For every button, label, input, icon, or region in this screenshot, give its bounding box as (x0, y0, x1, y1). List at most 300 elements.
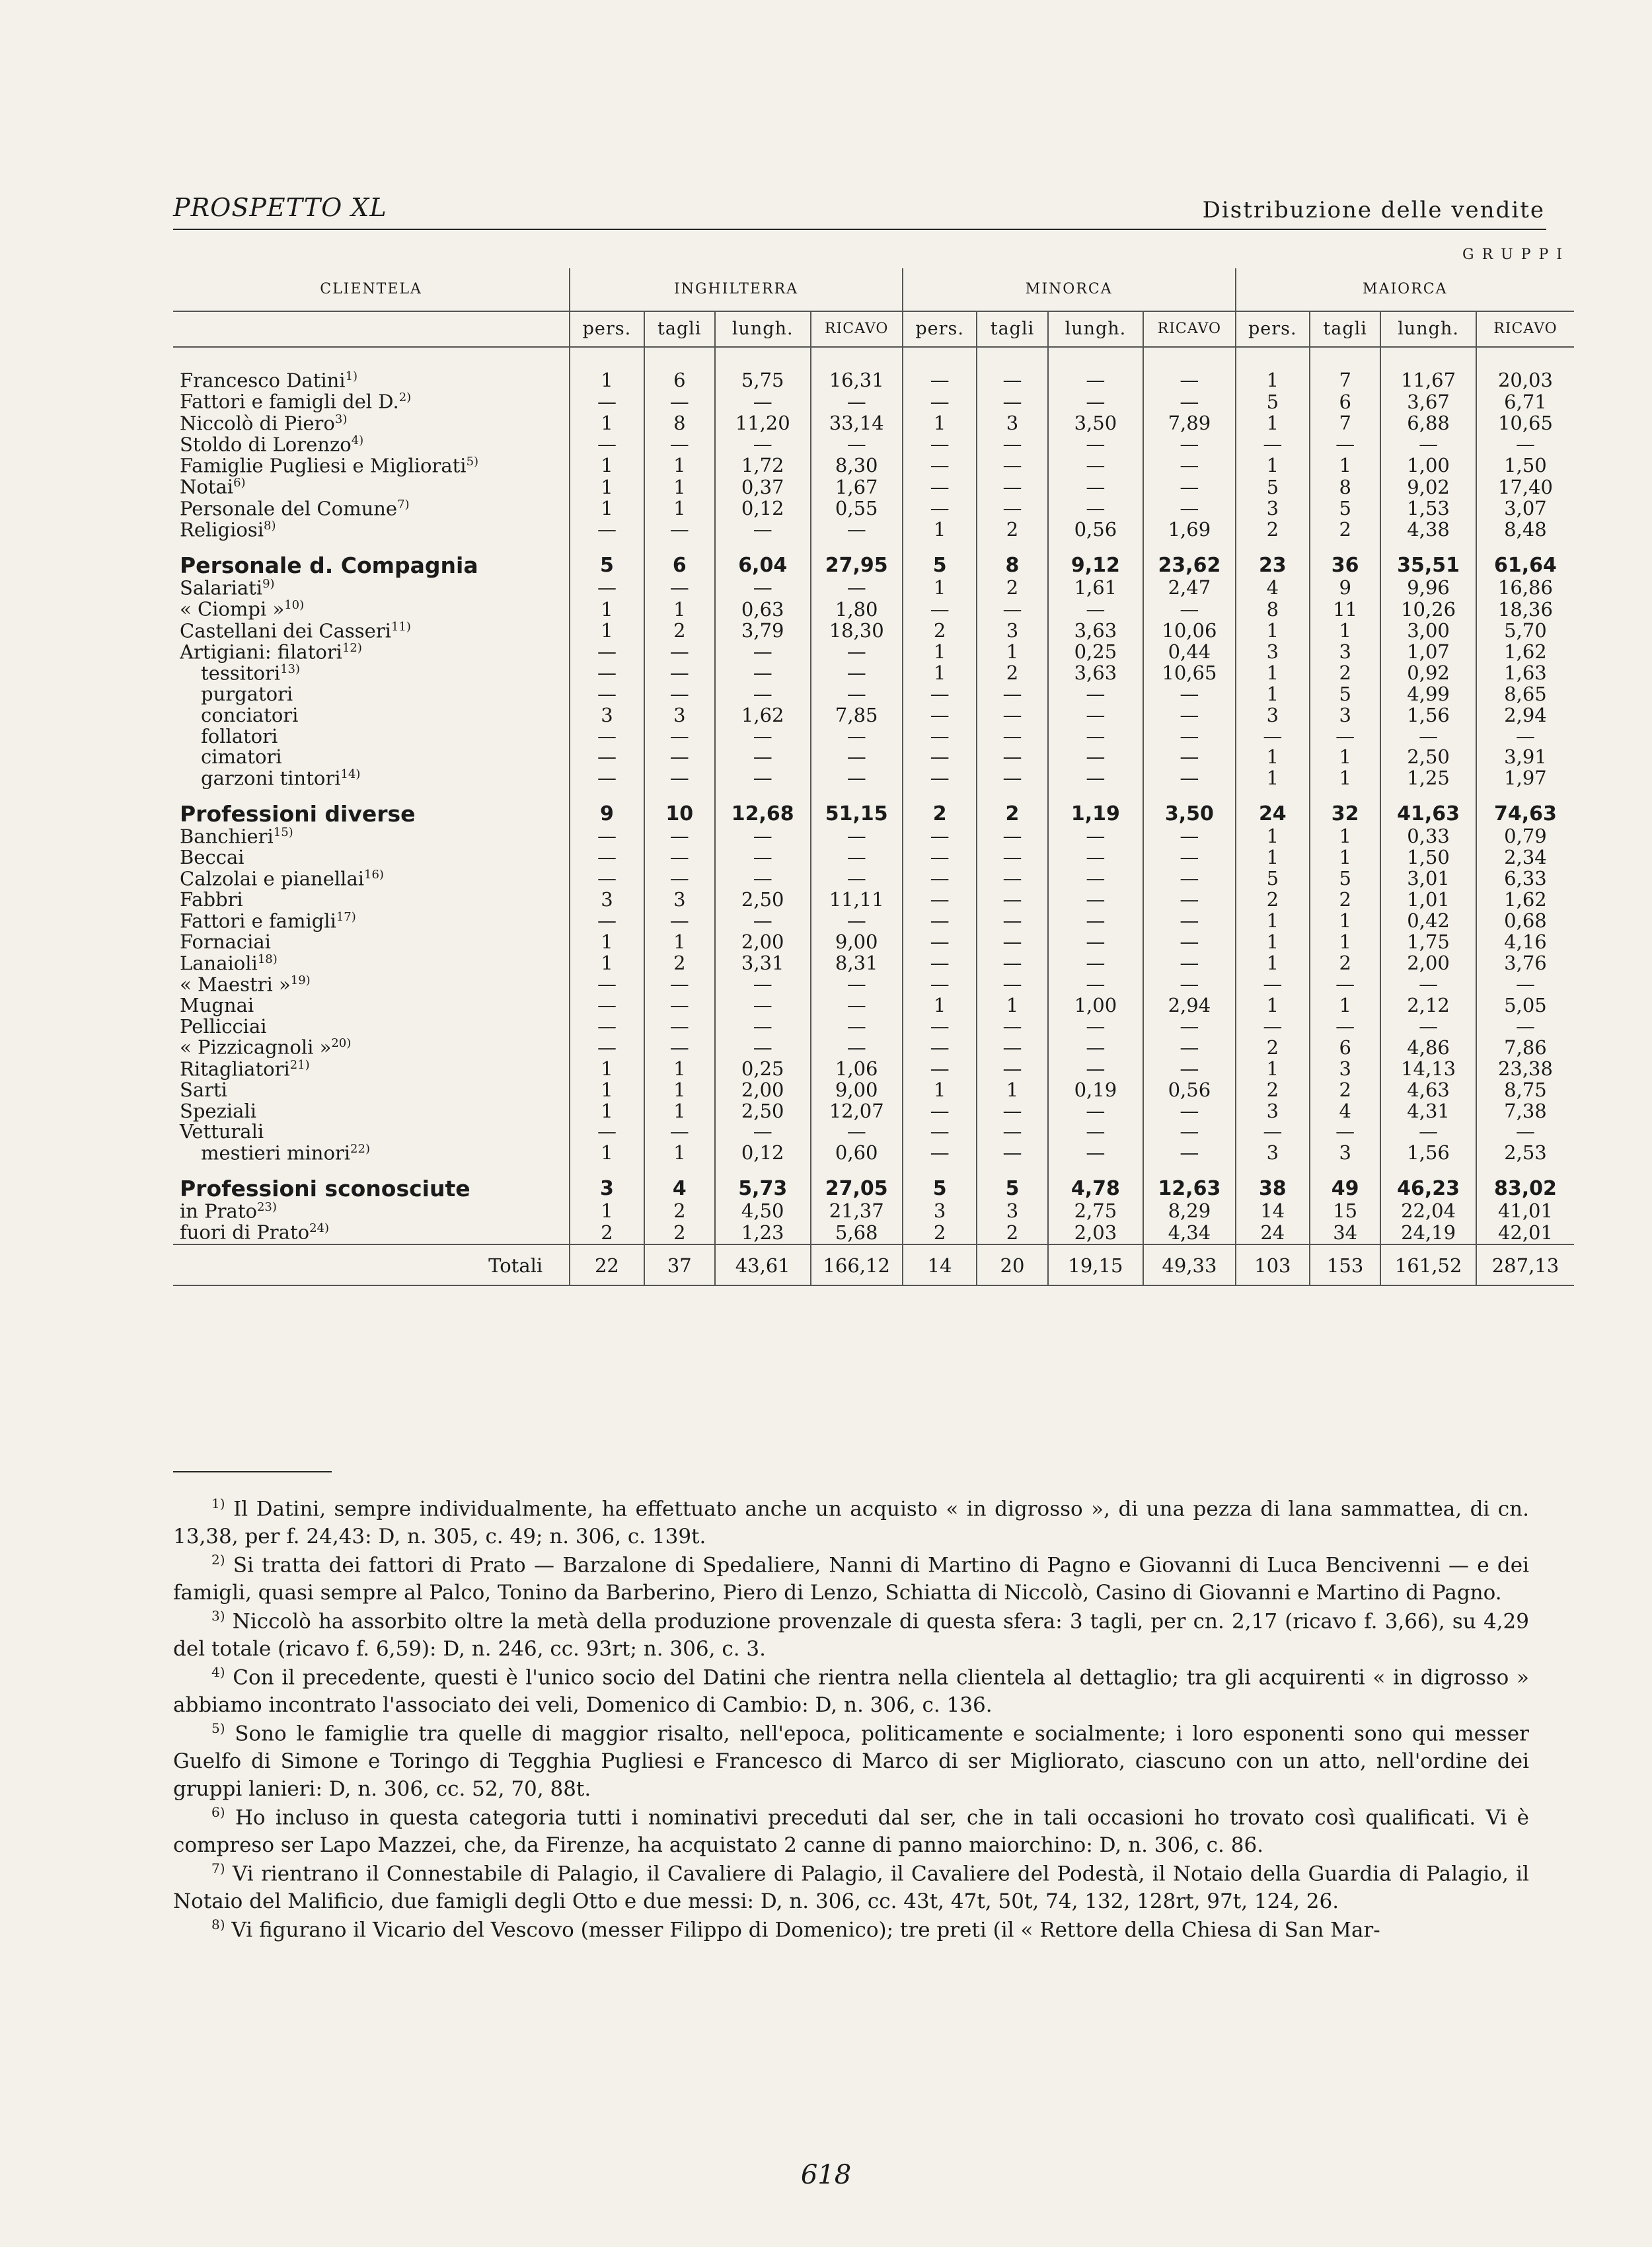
cell-value: — (977, 455, 1047, 476)
row-label (173, 1164, 570, 1201)
cell-value: — (977, 932, 1047, 953)
cell-value: — (977, 1059, 1047, 1080)
table-row (173, 1059, 1574, 1080)
cell-value: 1 (570, 621, 644, 642)
cell-value: 11,67 (1380, 370, 1476, 391)
cell-value: — (1143, 705, 1235, 726)
cell-value: — (903, 370, 977, 391)
column-header-blank (173, 311, 570, 347)
cell-value: — (1143, 726, 1235, 747)
cell-value: 0,63 (715, 599, 811, 620)
cell-value: — (570, 578, 644, 599)
cell-value: 1 (1236, 932, 1310, 953)
region-minorca: MINORCA (903, 268, 1236, 311)
row-label-text: Personale d. Compagnia (180, 552, 478, 579)
cell-value: 1 (570, 1101, 644, 1122)
cell-value: 5 (1236, 391, 1310, 412)
cell-value: 9 (1310, 578, 1380, 599)
cell-value: 2 (644, 1222, 715, 1244)
footnote-ref: 16) (364, 867, 384, 882)
row-label (173, 541, 570, 578)
cell-value: 2 (977, 663, 1047, 684)
cell-value: 0,37 (715, 476, 811, 498)
row-label-text: Ritagliatori (180, 1057, 290, 1081)
cell-value: 1,23 (715, 1222, 811, 1244)
col-lungh: lungh. (715, 311, 811, 347)
cell-value: 14 (1236, 1201, 1310, 1222)
row-label-text: Sarti (180, 1079, 227, 1101)
cell-value: 23,62 (1143, 541, 1235, 578)
cell-value: 5,75 (715, 370, 811, 391)
cell-value: — (1143, 847, 1235, 868)
cell-value: 1 (644, 1143, 715, 1164)
cell-value: — (903, 498, 977, 519)
cell-value: 1 (977, 1080, 1047, 1101)
cell-value: — (715, 868, 811, 890)
row-label-text: « Pizzicagnoli » (180, 1036, 332, 1059)
cell-value: 49,33 (1143, 1244, 1235, 1285)
footnote-number: 5) (211, 1720, 225, 1737)
cell-value: 3,07 (1476, 498, 1574, 519)
cell-value: 1 (903, 995, 977, 1016)
cell-value: — (1048, 974, 1144, 995)
cell-value: 12,07 (811, 1101, 903, 1122)
footnote (173, 1495, 1529, 1551)
cell-value: 11 (1310, 599, 1380, 620)
cell-value: — (644, 434, 715, 455)
header-spacer (173, 347, 1574, 370)
footnote-ref: 4) (351, 433, 364, 447)
cell-value: — (1380, 434, 1476, 455)
col-lungh: lungh. (1380, 311, 1476, 347)
cell-value: — (644, 868, 715, 890)
column-header-row (173, 311, 1574, 347)
cell-value: 3,67 (1380, 391, 1476, 412)
cell-value: — (1143, 1016, 1235, 1038)
cell-value: 16,31 (811, 370, 903, 391)
cell-value: 1,75 (1380, 932, 1476, 953)
table-row (173, 370, 1574, 391)
prospetto-title: PROSPETTO XL (173, 193, 387, 222)
cell-value: — (903, 847, 977, 868)
row-label (173, 1059, 570, 1080)
col-ricavo: RICAVO (811, 311, 903, 347)
cell-value: 2,94 (1476, 705, 1574, 726)
cell-value: 3,76 (1476, 953, 1574, 974)
cell-value: 35,51 (1380, 541, 1476, 578)
cell-value: 1 (570, 455, 644, 476)
cell-value: 18,36 (1476, 599, 1574, 620)
row-label (173, 847, 570, 868)
cell-value: 11,11 (811, 890, 903, 911)
row-label-text: in Prato (180, 1200, 257, 1223)
cell-value: — (977, 826, 1047, 847)
cell-value: 10 (644, 789, 715, 826)
cell-value: — (644, 826, 715, 847)
row-label (173, 768, 570, 789)
cell-value: — (1380, 1016, 1476, 1038)
cell-value: 18,30 (811, 621, 903, 642)
cell-value: — (715, 684, 811, 705)
cell-value: 20 (977, 1244, 1047, 1285)
cell-value: 2 (1236, 519, 1310, 541)
table-row (173, 519, 1574, 541)
cell-value: 8 (977, 541, 1047, 578)
table-row (173, 455, 1574, 476)
footnote-ref: 10) (284, 598, 305, 613)
col-pers: pers. (1236, 311, 1310, 347)
row-label (173, 911, 570, 932)
cell-value: 3 (644, 705, 715, 726)
row-label-text: Fattori e famigli (180, 909, 336, 933)
cell-value: — (715, 726, 811, 747)
row-label (173, 498, 570, 519)
cell-value: 4,63 (1380, 1080, 1476, 1101)
cell-value: 2,50 (715, 890, 811, 911)
cell-value: — (1143, 890, 1235, 911)
table-row (173, 995, 1574, 1016)
cell-value: 2,53 (1476, 1143, 1574, 1164)
cell-value: 1,19 (1048, 789, 1144, 826)
cell-value: — (811, 826, 903, 847)
cell-value: 21,37 (811, 1201, 903, 1222)
row-label-text: Religiosi (180, 518, 264, 541)
cell-value: 153 (1310, 1244, 1380, 1285)
footnote-ref: 18) (257, 952, 278, 966)
cell-value: 2,50 (1380, 747, 1476, 768)
cell-value: 9 (570, 789, 644, 826)
cell-value: — (1476, 1122, 1574, 1143)
row-label-text: Pellicciai (180, 1014, 267, 1038)
footnote-number: 6) (211, 1804, 225, 1820)
cell-value: 4 (1236, 578, 1310, 599)
cell-value: — (1380, 726, 1476, 747)
cell-value: 2 (977, 578, 1047, 599)
cell-value: 2 (570, 1222, 644, 1244)
cell-value: — (903, 476, 977, 498)
row-label (173, 868, 570, 890)
row-label-text: Professioni diverse (180, 801, 416, 827)
cell-value: 5,73 (715, 1164, 811, 1201)
cell-value: 1 (977, 642, 1047, 663)
cell-value: — (977, 476, 1047, 498)
cell-value: 3 (1236, 1143, 1310, 1164)
cell-value: 5 (977, 1164, 1047, 1201)
cell-value: — (1143, 599, 1235, 620)
cell-value: 5 (1310, 868, 1380, 890)
cell-value: — (903, 1037, 977, 1058)
table-row (173, 1080, 1574, 1101)
cell-value: 3,79 (715, 621, 811, 642)
cell-value: 34 (1310, 1222, 1380, 1244)
cell-value: — (1143, 434, 1235, 455)
cell-value: 1,97 (1476, 768, 1574, 789)
footnote-ref: 20) (331, 1036, 352, 1051)
cell-value: — (903, 1059, 977, 1080)
footnote-ref: 6) (233, 476, 246, 490)
cell-value: 7,89 (1143, 413, 1235, 434)
cell-value: — (644, 391, 715, 412)
table-row (173, 599, 1574, 620)
cell-value: 6 (644, 541, 715, 578)
cell-value: — (1143, 826, 1235, 847)
footnote-ref: 9) (262, 577, 275, 591)
cell-value: 5,05 (1476, 995, 1574, 1016)
cell-value: 24 (1236, 1222, 1310, 1244)
footnote-text: Con il precedente, questi è l'unico socio del Datini che rientra nella clientela al dettaglio; tra gli acquirenti « in digrosso » abbiamo incontrato l'associato dei veli, Domenico di Cambio: D, n. 306, c. 136. (173, 1665, 1529, 1718)
cell-value: — (977, 747, 1047, 768)
cell-value: — (811, 747, 903, 768)
cell-value: — (1048, 1122, 1144, 1143)
row-label-text: « Ciompi » (180, 598, 285, 621)
cell-value: — (644, 747, 715, 768)
row-label (173, 953, 570, 974)
cell-value: 24,19 (1380, 1222, 1476, 1244)
table-row (173, 932, 1574, 953)
footnote-ref: 3) (334, 412, 348, 426)
cell-value: 49 (1310, 1164, 1380, 1201)
cell-value: — (903, 868, 977, 890)
cell-value: 1 (570, 413, 644, 434)
footnote-number: 2) (211, 1552, 225, 1568)
footnote-ref: 15) (273, 825, 293, 840)
cell-value: — (1310, 726, 1380, 747)
row-label (173, 826, 570, 847)
row-label (173, 476, 570, 498)
table-row (173, 621, 1574, 642)
cell-value: 1 (570, 932, 644, 953)
cell-value: — (715, 995, 811, 1016)
row-label-text: cimatori (201, 745, 282, 769)
row-label-text: Artigiani: filatori (180, 640, 342, 664)
cell-value: 5 (570, 541, 644, 578)
cell-value: — (977, 705, 1047, 726)
row-label-text: Salariati (180, 576, 263, 599)
cell-value: 1 (1236, 1059, 1310, 1080)
cell-value: — (811, 768, 903, 789)
cell-value: 15 (1310, 1201, 1380, 1222)
cell-value: — (715, 1037, 811, 1058)
cell-value: — (1476, 1016, 1574, 1038)
cell-value: 1 (644, 599, 715, 620)
cell-value: — (715, 1122, 811, 1143)
cell-value: — (644, 1122, 715, 1143)
table-row (173, 684, 1574, 705)
table-row (173, 768, 1574, 789)
cell-value: — (903, 953, 977, 974)
cell-value: 9,96 (1380, 578, 1476, 599)
cell-value: 1 (1236, 621, 1310, 642)
cell-value: 4,16 (1476, 932, 1574, 953)
row-label (173, 1201, 570, 1222)
group-row (173, 789, 1574, 826)
cell-value: 8 (1310, 476, 1380, 498)
cell-value: 2 (1236, 890, 1310, 911)
cell-value: — (903, 391, 977, 412)
cell-value: 2 (1310, 663, 1380, 684)
cell-value: 61,64 (1476, 541, 1574, 578)
cell-value: — (715, 434, 811, 455)
cell-value: — (977, 1143, 1047, 1164)
cell-value: — (715, 826, 811, 847)
cell-value: 9,02 (1380, 476, 1476, 498)
cell-value: — (570, 391, 644, 412)
cell-value: 6 (644, 370, 715, 391)
cell-value: — (903, 826, 977, 847)
cell-value: — (570, 684, 644, 705)
cell-value: — (977, 726, 1047, 747)
cell-value: — (811, 642, 903, 663)
row-label (173, 684, 570, 705)
cell-value: — (977, 599, 1047, 620)
cell-value: — (811, 391, 903, 412)
cell-value: 10,65 (1476, 413, 1574, 434)
row-label (173, 1016, 570, 1038)
cell-value: 1,01 (1380, 890, 1476, 911)
cell-value: — (811, 578, 903, 599)
cell-value: 1 (903, 1080, 977, 1101)
cell-value: 42,01 (1476, 1222, 1574, 1244)
row-label (173, 974, 570, 995)
cell-value: 1,80 (811, 599, 903, 620)
cell-value: 1 (1236, 455, 1310, 476)
cell-value: — (1380, 974, 1476, 995)
cell-value: 1 (644, 932, 715, 953)
cell-value: — (570, 1016, 644, 1038)
cell-value: — (1143, 768, 1235, 789)
cell-value: — (811, 726, 903, 747)
cell-value: 2 (644, 621, 715, 642)
cell-value: — (570, 911, 644, 932)
cell-value: 0,12 (715, 498, 811, 519)
cell-value: — (977, 370, 1047, 391)
cell-value: 1 (1310, 847, 1380, 868)
cell-value: 2 (1310, 890, 1380, 911)
footnote-ref: 2) (398, 391, 412, 405)
cell-value: 2,00 (715, 1080, 811, 1101)
cell-value: 17,40 (1476, 476, 1574, 498)
cell-value: 3,63 (1048, 621, 1144, 642)
cell-value: — (1380, 1122, 1476, 1143)
cell-value: — (977, 768, 1047, 789)
cell-value: — (1143, 1037, 1235, 1058)
cell-value: 103 (1236, 1244, 1310, 1285)
group-row (173, 541, 1574, 578)
cell-value: 46,23 (1380, 1164, 1476, 1201)
cell-value: 41,01 (1476, 1201, 1574, 1222)
cell-value: 1,62 (715, 705, 811, 726)
cell-value: 3 (1236, 705, 1310, 726)
row-label-text: Vetturali (180, 1120, 264, 1143)
cell-value: 2,94 (1143, 995, 1235, 1016)
cell-value: — (1236, 1016, 1310, 1038)
cell-value: — (977, 391, 1047, 412)
cell-value: — (715, 642, 811, 663)
row-label-text: Notai (180, 475, 234, 498)
row-label (173, 747, 570, 768)
row-label-text: Mugnai (180, 994, 254, 1017)
cell-value: 1 (1310, 932, 1380, 953)
cell-value: 27,05 (811, 1164, 903, 1201)
cell-value: 8,29 (1143, 1201, 1235, 1222)
cell-value: — (644, 684, 715, 705)
cell-value: — (1143, 932, 1235, 953)
cell-value: 3 (1310, 1059, 1380, 1080)
row-label (173, 995, 570, 1016)
table-body (173, 370, 1574, 1285)
cell-value: 1 (1236, 911, 1310, 932)
cell-value: — (1048, 768, 1144, 789)
cell-value: 1 (1236, 995, 1310, 1016)
row-label (173, 726, 570, 747)
cell-value: 3 (1310, 1143, 1380, 1164)
row-label-text: Professioni sconosciute (180, 1176, 470, 1202)
table-row (173, 1122, 1574, 1143)
cell-value: 1,50 (1476, 455, 1574, 476)
cell-value: 0,12 (715, 1143, 811, 1164)
table-row (173, 1143, 1574, 1164)
table-row (173, 434, 1574, 455)
cell-value: — (1143, 684, 1235, 705)
cell-value: — (644, 911, 715, 932)
cell-value: 0,44 (1143, 642, 1235, 663)
cell-value: — (977, 953, 1047, 974)
cell-value: — (903, 890, 977, 911)
footnote (173, 1720, 1529, 1804)
footnote (173, 1607, 1529, 1663)
cell-value: — (811, 1037, 903, 1058)
cell-value: — (977, 890, 1047, 911)
cell-value: 1 (1236, 847, 1310, 868)
row-label-text: Calzolai e pianellai (180, 867, 365, 890)
cell-value: 5,68 (811, 1222, 903, 1244)
cell-value: — (1143, 911, 1235, 932)
cell-value: — (1048, 847, 1144, 868)
cell-value: 10,26 (1380, 599, 1476, 620)
cell-value: — (644, 642, 715, 663)
cell-value: — (811, 847, 903, 868)
footnote-ref: 24) (309, 1221, 329, 1236)
cell-value: — (644, 663, 715, 684)
row-label (173, 1080, 570, 1101)
cell-value: 0,56 (1143, 1080, 1235, 1101)
cell-value: 1 (1236, 413, 1310, 434)
cell-value: 1 (1236, 370, 1310, 391)
cell-value: 3 (977, 1201, 1047, 1222)
cell-value: 1 (570, 370, 644, 391)
cell-value: 1 (1236, 684, 1310, 705)
cell-value: 2,00 (1380, 953, 1476, 974)
cell-value: 161,52 (1380, 1244, 1476, 1285)
cell-value: 3 (977, 621, 1047, 642)
table-row (173, 705, 1574, 726)
cell-value: — (1143, 1059, 1235, 1080)
cell-value: 3 (570, 705, 644, 726)
cell-value: — (903, 1143, 977, 1164)
cell-value: 1,50 (1380, 847, 1476, 868)
table-row (173, 1222, 1574, 1244)
footnote (173, 1916, 1529, 1944)
cell-value: 3 (903, 1201, 977, 1222)
cell-value: 4 (644, 1164, 715, 1201)
footnotes (173, 1495, 1529, 1944)
cell-value: — (903, 455, 977, 476)
cell-value: 4,38 (1380, 519, 1476, 541)
page-number: 618 (800, 2160, 852, 2190)
cell-value: 14,13 (1380, 1059, 1476, 1080)
cell-value: 5 (1310, 684, 1380, 705)
cell-value: — (715, 847, 811, 868)
